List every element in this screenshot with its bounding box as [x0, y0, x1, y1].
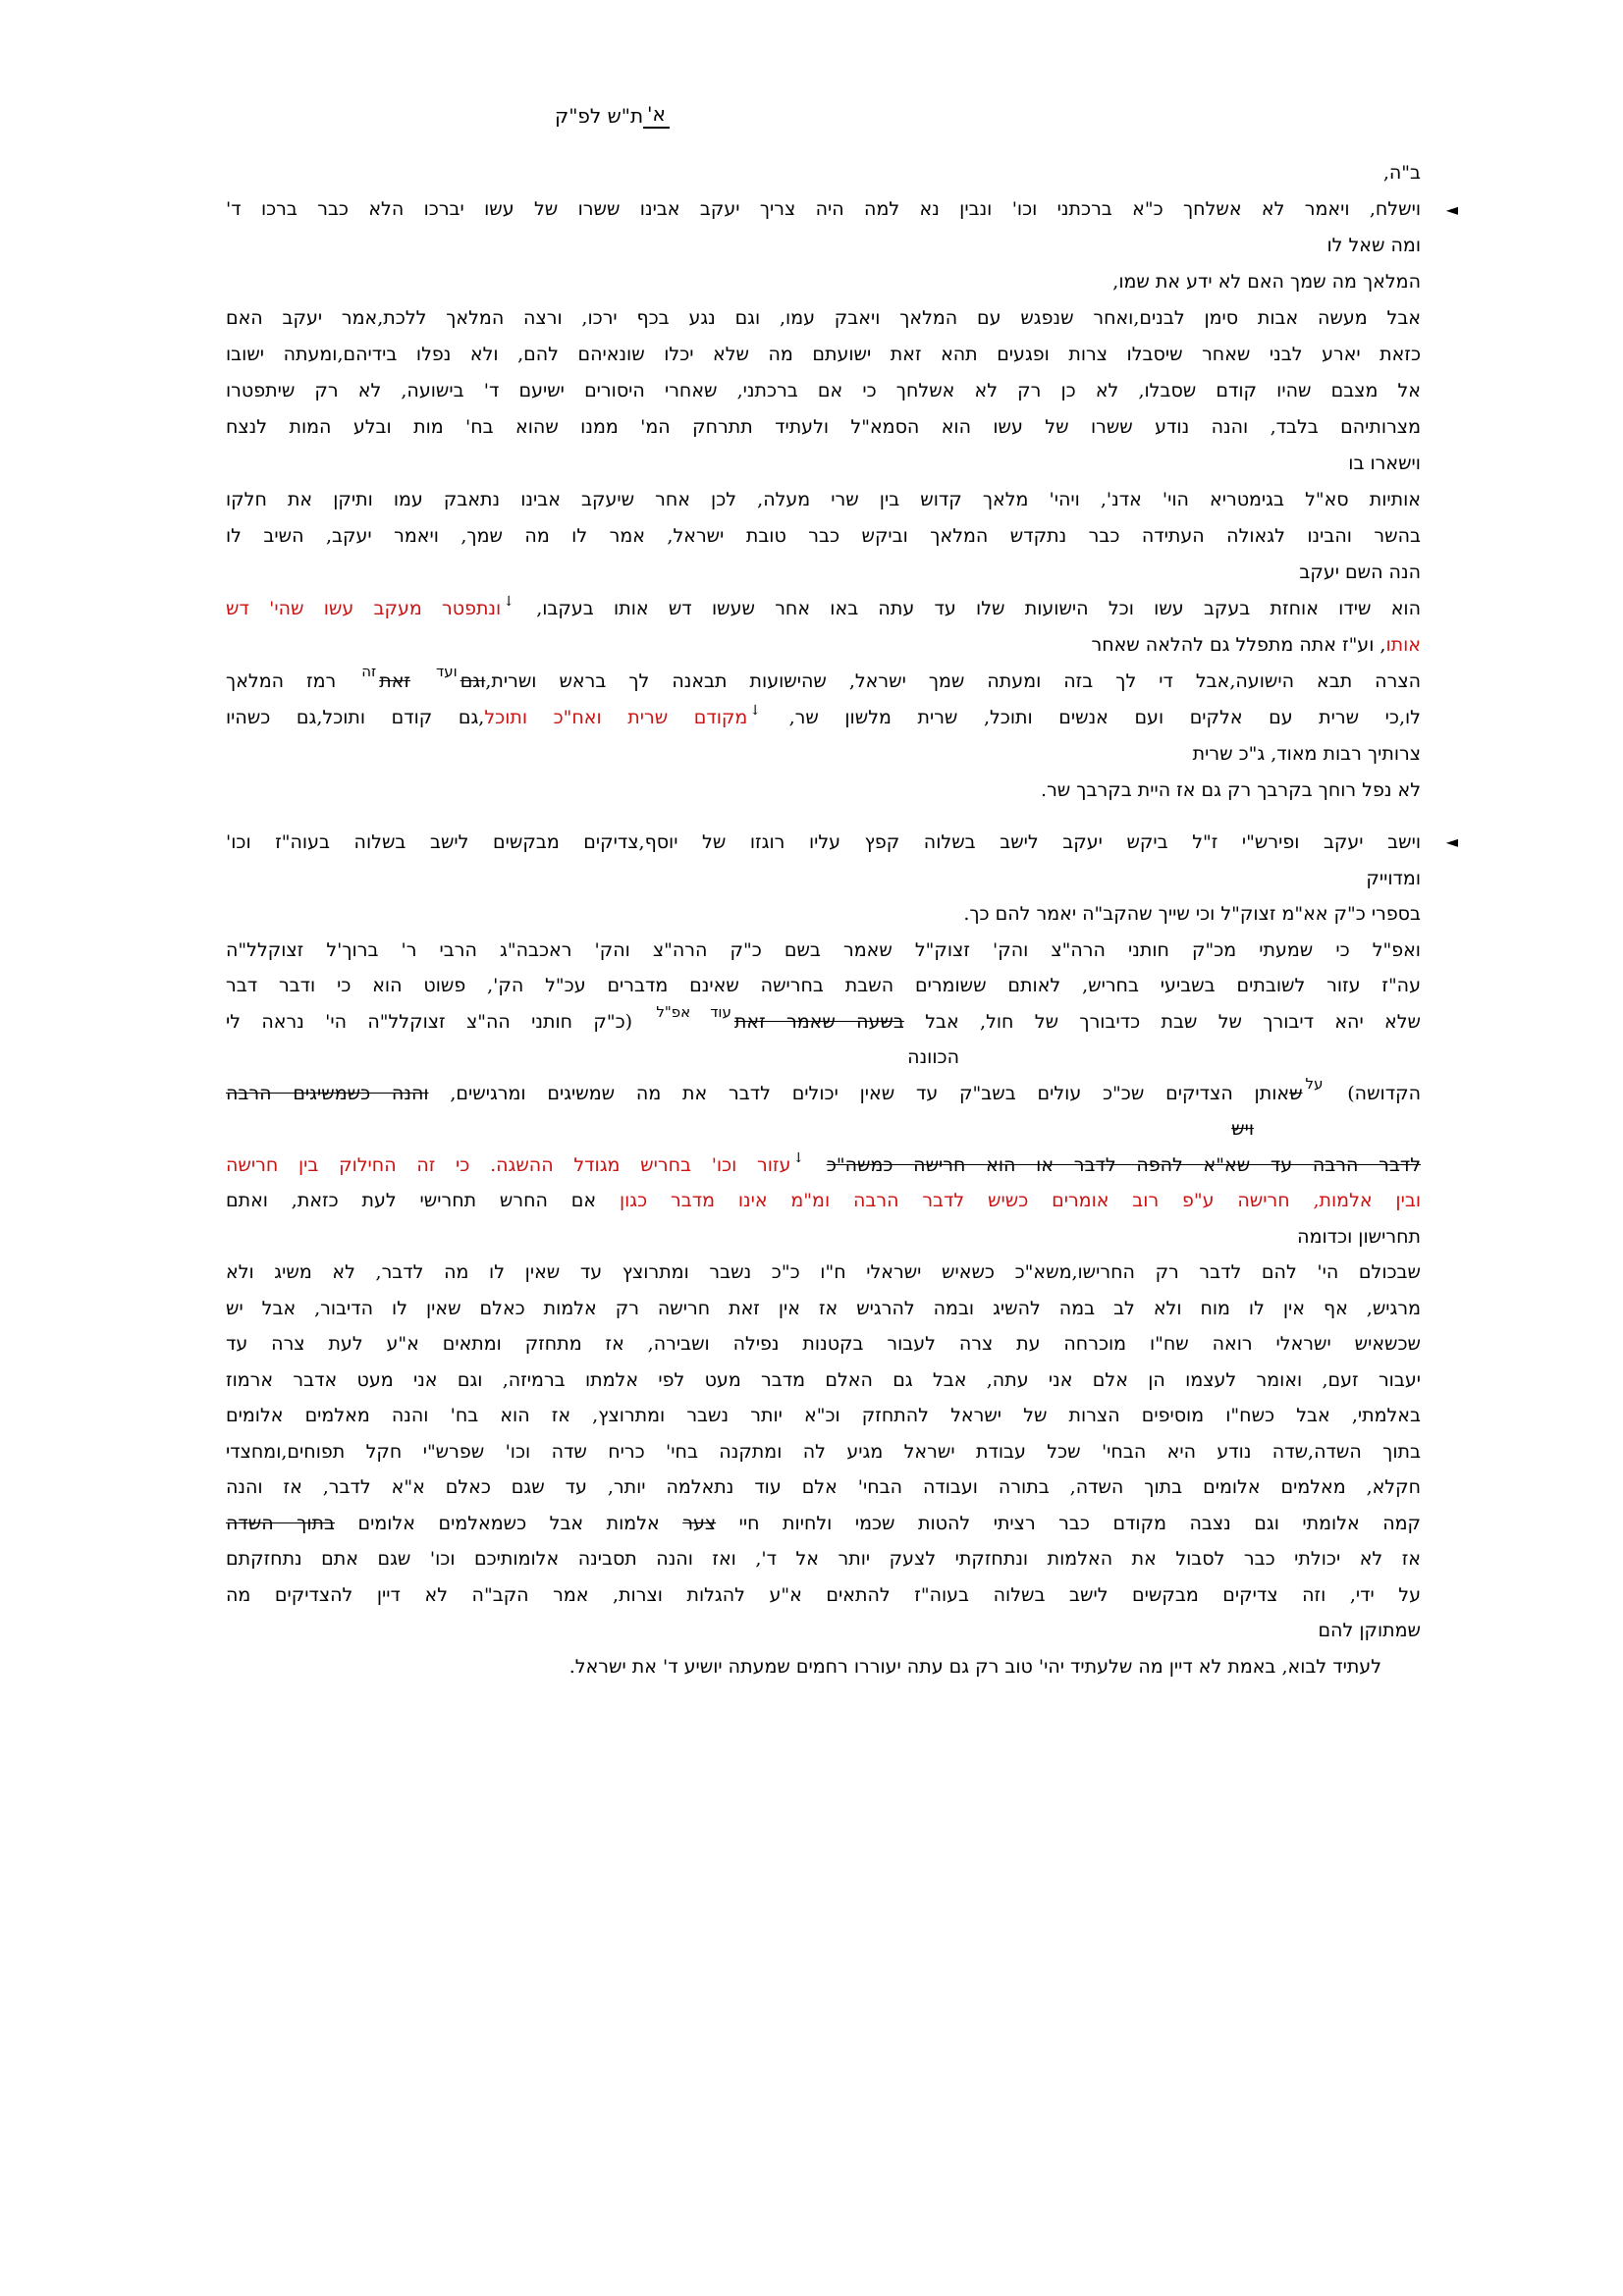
- text-segment: ומדוייק: [1366, 867, 1421, 889]
- text-line: [226, 736, 1421, 773]
- text-line: [226, 1111, 1421, 1148]
- red-text: מקודם שרית ואח"כ ותוכל: [484, 707, 748, 728]
- text-line: [226, 1649, 1421, 1685]
- text-segment: הנה השם יעקב: [1299, 561, 1421, 583]
- red-text: אותו: [1385, 634, 1421, 656]
- text-line: [226, 1362, 1421, 1399]
- text-segment: כזאת יארע לבני שאחר שיסבלו צרות ופגעים תהא זאת ישועתם מה שלא יכלו שונאיהם להם, ולא נפלו בידיהם,ומעתה ישובו: [226, 344, 1421, 365]
- text-line: [226, 627, 1421, 664]
- text-line: [226, 1219, 1421, 1255]
- text-line: [226, 1577, 1421, 1614]
- page-header-section-mark: א': [643, 102, 670, 129]
- text-line: [226, 700, 1421, 736]
- struck-text: לדבר הרבה עד שא"א להפה לדבר או הוא חרישה כמשה"כ: [826, 1153, 1421, 1176]
- paragraph: [226, 191, 1458, 809]
- text-line: [226, 1434, 1421, 1470]
- text-line: [226, 1255, 1421, 1291]
- struck-text: ש: [1289, 1082, 1303, 1104]
- text-segment: חקלא, מאלמים אלומים בתוך השדה, בתורה ועבודה הבחי' אלם עוד נתאלמה יותר, עד שגם כאלם א"א לדבר, אז והנה: [226, 1476, 1421, 1498]
- paragraph-bullet-icon: ◄: [1445, 832, 1458, 851]
- text-line: [226, 518, 1421, 555]
- text-segment: צרותיך רבות מאוד, ג"כ שרית: [1192, 743, 1421, 765]
- paragraph: [226, 155, 1421, 191]
- text-line: [226, 228, 1421, 264]
- text-segment: ואפ"ל כי שמעתי מכ"ק חותני הרה"צ והק' זצוק"ל שאמר בשם כ"ק הרה"צ והק' ראכבה"ג הרבי ר' ברוך'ל זצוקלל"ה: [226, 938, 1421, 961]
- text-line: [226, 1040, 1421, 1076]
- insertion-arrow-icon: ↓: [792, 1149, 805, 1166]
- paragraph: [226, 825, 1458, 1684]
- text-line: [226, 1148, 1421, 1184]
- text-segment: באלמתי, אבל כשח"ו מוסיפים הצרות של ישראל להתחזק וכ"א יותר נשבר ומתרוצץ, אז הוא בח' והנה מאלמים אלומים: [226, 1405, 1421, 1426]
- text-line: [226, 968, 1421, 1004]
- text-line: [226, 933, 1421, 969]
- text-segment: רמז המלאך: [226, 670, 359, 692]
- struck-text: בתוך השדה: [226, 1512, 336, 1534]
- text-line: [226, 664, 1421, 700]
- text-segment: שלא יהא דיבורך של שבת כדיבורך של חול, אבל: [903, 1010, 1421, 1033]
- text-line: [226, 446, 1421, 482]
- text-segment: [806, 1154, 827, 1176]
- paragraph-bullet-icon: ◄: [1445, 200, 1458, 219]
- text-segment: המלאך מה שמך האם לא ידע את שמו,: [1112, 271, 1421, 293]
- text-segment: אבל מעשה אבות סימן לבנים,ואחר שנפגש עם המלאך ויאבק עמו, וגם נגע בכף ירכו, ורצה המלאך ללכת,אמר יעקב האם: [226, 307, 1421, 329]
- text-segment: בהשר והבינו לגאולה העתידה כבר נתקדש המלאך וביקש כבר טובת ישראל, אמר לו מה שמך, ויאמר יעקב, השיב לו: [226, 525, 1421, 547]
- text-segment: שבכולם הי' להם לדבר רק החרישו,משא"כ כשאיש ישראלי ח"ו כ"כ נשבר ומתרוצץ עד שאין לו מה לדבר, לא משיג ולא: [226, 1261, 1421, 1283]
- text-segment: מצרותיהם בלבד, והנה נודע ששרו של עשו הוא הסמא"ל ולעתיד תתרחק המ' ממנו שהוא בח' מות ובלע המות לנצח: [226, 416, 1421, 438]
- text-segment: [410, 670, 433, 692]
- text-line: [226, 155, 1421, 191]
- text-segment: וישלח, ויאמר לא אשלחך כ"א ברכתני וכו' ונבין נא למה היה צריך יעקב אבינו ששרו של עשו יברכו הלא כבר ברכו ד': [226, 198, 1421, 220]
- text-segment: בספרי כ"ק אא"מ זצוק"ל וכי שייך שהקב"ה יאמר להם כך.: [963, 903, 1421, 925]
- document-text: [226, 155, 1458, 1684]
- text-line: [226, 1469, 1421, 1506]
- text-line: [226, 1004, 1421, 1041]
- text-line: [226, 482, 1421, 518]
- text-line: [226, 1076, 1421, 1112]
- text-line: [226, 300, 1421, 337]
- text-line: [226, 1398, 1421, 1434]
- struck-text: זאת: [379, 670, 410, 692]
- text-line: [226, 1326, 1421, 1362]
- struck-text: ויש: [1231, 1118, 1254, 1140]
- insertion-arrow-icon: ↓: [503, 594, 514, 610]
- text-line: [226, 409, 1421, 446]
- text-segment: אם החרש תחרישי לעת כזאת, ואתם: [226, 1190, 620, 1211]
- struck-text: צער: [682, 1512, 717, 1534]
- page-header-date: ת"ש לפ"ק: [555, 104, 644, 128]
- text-segment: הוא שידו אוחזת בעקב עשו וכל הישועות שלו עד עתה באו אחר שעשו דש אותו בעקבו,: [515, 598, 1421, 619]
- text-line: [226, 773, 1421, 809]
- superscript-insertion: על: [1305, 1074, 1324, 1093]
- text-line: [226, 896, 1421, 933]
- text-segment: קמה אלומתי וגם נצבה מקודם כבר רציתי להטות שכמי ולחיות חיי: [716, 1512, 1421, 1534]
- text-line: [226, 591, 1421, 627]
- superscript-insertion: זה: [361, 663, 377, 680]
- struck-text: והנה כשמשיגים הרבה: [226, 1082, 429, 1104]
- text-segment: לא נפל רוחך בקרבך רק גם אז היית בקרבך שר.: [1041, 779, 1421, 801]
- text-segment: יעבור זעם, ואומר לעצמו הן אלם אני עתה, אבל גם האלם מדבר מעט לפי אלמתו ברמיזה, וגם אני מעט אדבר ארמוז: [226, 1368, 1421, 1391]
- text-line: [226, 825, 1458, 861]
- text-segment: בתוך השדה,שדה נודע היא הבחי' שכל עבודת ישראל מגיע לה ומתקנה בחי' כריח שדה וכו' שפרש"י חקל תפוחים,ומחצדי: [226, 1440, 1421, 1463]
- text-line: [226, 1183, 1421, 1219]
- text-line: [226, 555, 1421, 591]
- text-segment: הקדושה): [1325, 1082, 1421, 1104]
- text-segment: (כ"ק חותני הה"צ זצוקלל"ה הי' נראה לי: [226, 1010, 654, 1033]
- text-segment: אותיות סא"ל בגימטריא הוי' אדנ', ויהי' מלאך קדוש בין שרי מעלה, לכן אחר שיעקב אבינו נתאבק עמו ותיקן את חלקו: [226, 489, 1421, 510]
- text-segment: ומה שאל לו: [1326, 235, 1421, 256]
- text-line: [226, 337, 1421, 373]
- text-segment: אל מצבם שהיו קודם שסבלו, לא כן רק לא אשלחך כי אם ברכתני, שאחרי היסורים ישיעם ד' בישועה, לא רק שיתפטרו: [226, 380, 1421, 401]
- text-segment: לעתיד לבוא, באמת לא דיין מה שלעתיד יהי' טוב רק גם עתה יעוררו רחמים שמעתה יושיע ד' את ישראל.: [568, 1655, 1381, 1678]
- text-segment: הכוונה: [907, 1046, 959, 1068]
- text-segment: ב"ה,: [1382, 162, 1421, 184]
- text-line: [226, 373, 1421, 409]
- struck-text: בשעה שאמר זאת: [733, 1010, 904, 1033]
- text-line: [226, 264, 1421, 300]
- text-line: [226, 1291, 1421, 1327]
- text-segment: וישארו בו: [1348, 453, 1421, 474]
- text-line: [226, 861, 1421, 897]
- text-line: [226, 191, 1458, 228]
- text-segment: שמתוקן להם: [1318, 1620, 1421, 1641]
- text-segment: מרגיש, אף אין לו מוח ולא לב במה להשיג ובמה להרגיש אז אין זאת חרישה רק אלמות כאלם שאין לו הדיבור, אבל יש: [226, 1297, 1421, 1319]
- red-text: ובין אלמות, חרישה ע"פ רוב אומרים כשיש לדבר הרבה ומ"מ אינו מדבר כגון: [619, 1190, 1421, 1211]
- text-segment: תחרישון וכדומה: [1297, 1225, 1421, 1248]
- insertion-arrow-icon: ↓: [749, 703, 762, 719]
- text-segment: , וע"ז אתה מתפלל גם להלאה שאחר: [1091, 634, 1386, 656]
- superscript-insertion: ועד: [436, 663, 458, 680]
- text-segment: וישב יעקב ופירש"י ז"ל ביקש יעקב לישב בשלוה קפץ עליו רוגזו של יוסף,צדיקים מבקשים לישב בשלוה בעוה"ז וכו': [226, 831, 1421, 853]
- text-segment: אלמות אבל כשמאלמים אלומים: [335, 1512, 683, 1534]
- text-segment: הצרה תבא הישועה,אבל די לך בזה ומעתה שמך ישראל, שהישועות תבאנה לך בראש ושרית,: [485, 670, 1422, 692]
- text-segment: שכשאיש ישראלי רואה שח"ו מוכרחה עת צרה לעבור בקטנות נפילה ושבירה, אז מתחזק ומתאים א"ע לעת צרה עד: [226, 1333, 1421, 1355]
- text-line: [226, 1541, 1421, 1577]
- text-segment: אותן הצדיקים שכ"כ עולים בשב"ק עד שאין יכולים לדבר את מה שמשיגים ומרגישים,: [428, 1082, 1290, 1104]
- text-segment: לו,כי שרית עם אלקים ועם אנשים ותוכל, שרית מלשון שר,: [763, 707, 1421, 728]
- text-segment: על ידי, וזה צדיקים מבקשים לישב בשלוה בעוה"ז להתאים א"ע להגלות וצרות, אמר הקב"ה לא דיין להצדיקים מה: [226, 1583, 1421, 1606]
- red-text: ונתפטר מעקב עשו שהי' דש: [226, 598, 502, 619]
- text-segment: ,גם קודם ותוכל,גם כשהיו: [226, 707, 485, 728]
- struck-text: וגם: [460, 670, 486, 692]
- text-line: [226, 1613, 1421, 1649]
- text-line: [226, 1506, 1421, 1542]
- text-segment: עה"ז עזור לשובתים בשביעי בחריש, לאותם ששומרים השבת בחרישה שאינם מדברים עכ"ל הק', פשוט הוא כי ודבר דבר: [226, 975, 1421, 996]
- red-text: עזור וכו' בחריש מגודל ההשגה. כי זה החילוק בין חרישה: [226, 1153, 791, 1176]
- superscript-insertion: עוד אפ"ל: [656, 1002, 731, 1021]
- text-segment: אז לא יכולתי כבר לסבול את האלמות ונתחזקתי לצעק יותר אל ד', ואז והנה תסבינה אלומותיכם וכו' שגם אתם נתחזקתם: [226, 1548, 1421, 1570]
